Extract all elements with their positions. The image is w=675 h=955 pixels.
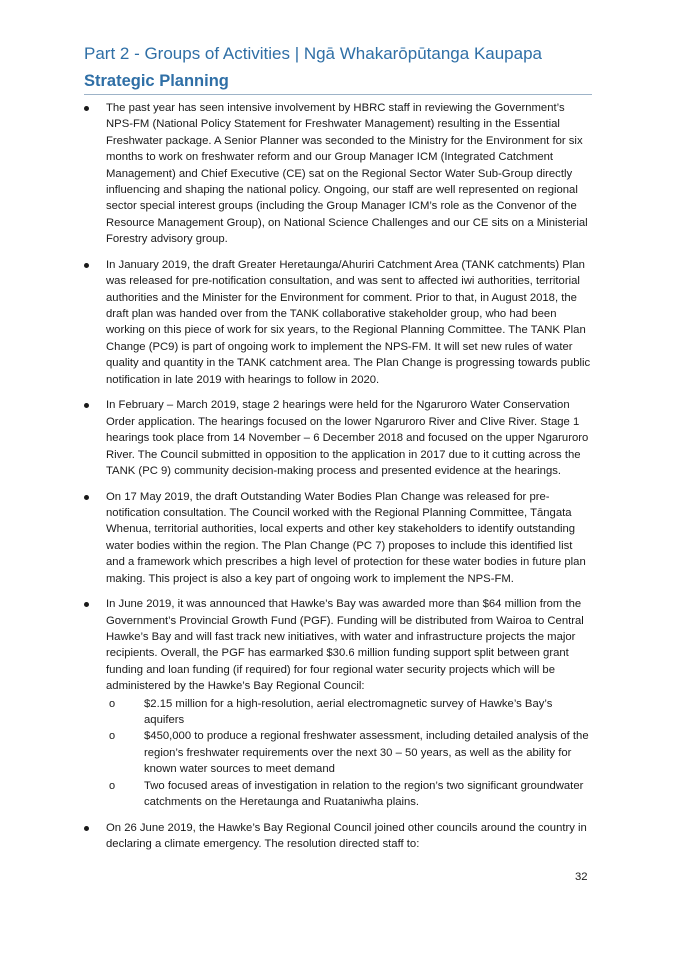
list-item-text: In June 2019, it was announced that Hawke’s Bay was awarded more than $64 million from the Government’s Provincial Growth Fund (PGF). Funding will be distributed from Wairoa to Central Hawke’s Bay and will fast track new initiatives, with water and infrastructure projects the major recipients. Overall, the PGF has earmarked $30.6 million funding support split between grant funding and loan funding (if required) for four regional water security projects which will be administered by the Hawke’s Bay Regional Council:	[106, 598, 584, 693]
bullet-icon	[84, 403, 89, 408]
bullet-icon	[84, 826, 89, 831]
page-title: Strategic Planning	[84, 72, 229, 90]
bullet-icon	[84, 495, 89, 500]
list-item	[84, 100, 594, 248]
list-item	[84, 820, 594, 853]
page-number: 32	[575, 871, 588, 883]
list-item-text: In January 2019, the draft Greater Heretaunga/Ahuriri Catchment Area (TANK catchments) Plan was released for pre-notification consultation, and was sent to affected iwi authorities, territorial authorities and the Minister for the Environment for comment. Prior to that, in August 2018, the draft plan was handed over from the TANK collaborative stakeholder group, who had been working on this piece of work for six years, to the Regional Planning Committee. The TANK Plan Change (PC9) is part of ongoing work to implement the NPS-FM. It will set new rules of water quality and quantity in the TANK catchment area. The Plan Change is progressing towards public notification in late 2019 with hearings to follow in 2020.	[106, 258, 591, 386]
list-item-text: The past year has seen intensive involvement by HBRC staff in reviewing the Government’s NPS-FM (National Policy Statement for Freshwater Management) resulting in the Essential Freshwater package. A Senior Planner was seconded to the Ministry for the Environment for six months to work on freshwater reform and our Group Manager ICM (Integrated Catchment Management) and Chief Executive (CE) sat on the Regional Sector Water Sub-Group directly influencing and shaping the national policy. Ongoing, our staff are well represented on regional sector special interest groups (including the Group Manager ICM’s role as the Convenor of the Resource Management Group), on National Science Challenges and our CE sits on a Ministerial Forestry advisory group.	[106, 102, 588, 246]
list-item-text: In February – March 2019, stage 2 hearings were held for the Ngaruroro Water Conservation Order application. The hearings focused on the lower Ngaruroro River and Clive River. Stage 1 hearings took place from 14 November – 6 December 2018 and focused on the upper Ngaruroro River. The Council submitted in opposition to the application in 2017 due to it cutting across the TANK (PC 9) community decision-making process and presented evidence at the hearings.	[106, 399, 589, 477]
list-item	[84, 596, 594, 810]
sub-bullet-list	[106, 696, 594, 811]
list-item-text: On 17 May 2019, the draft Outstanding Water Bodies Plan Change was released for pre-notification consultation. The Council worked with the Regional Planning Committee, Tāngata Whenua, territorial authorities, local experts and other key stakeholders to identify outstanding water bodies within the region. The Plan Change (PC 7) proposes to include this identified list and a framework which prescribes a high level of protection for these water bodies in future plan making. This project is also a key part of ongoing work to implement the NPS-FM.	[106, 490, 586, 585]
list-item-text: On 26 June 2019, the Hawke’s Bay Regional Council joined other councils around the country in declaring a climate emergency. The resolution directed staff to:	[106, 821, 587, 850]
circle-bullet-icon: o	[109, 730, 116, 743]
heading-divider	[84, 94, 592, 95]
bullet-icon	[84, 106, 89, 111]
list-item	[84, 397, 594, 479]
sub-list-item-text: $2.15 million for a high-resolution, aerial electromagnetic survey of Hawke’s Bay’s aquifers	[144, 697, 553, 726]
bullet-icon	[84, 263, 89, 268]
sub-list-item	[106, 728, 594, 777]
circle-bullet-icon: o	[109, 697, 116, 710]
list-item	[84, 489, 594, 587]
sub-list-item-text: Two focused areas of investigation in relation to the region’s two significant groundwater catchments on the Heretaunga and Ruataniwha plains.	[144, 779, 584, 808]
bullet-list	[84, 100, 594, 862]
circle-bullet-icon: o	[109, 779, 116, 792]
list-item	[84, 257, 594, 388]
sub-list-item-text: $450,000 to produce a regional freshwater assessment, including detailed analysis of the region’s freshwater requirements over the next 30 – 50 years, as well as the ability for known water sources to meet demand	[144, 730, 589, 776]
sub-list-item	[106, 696, 594, 729]
sub-list-item	[106, 778, 594, 811]
bullet-icon	[84, 602, 89, 607]
section-header: Part 2 - Groups of Activities | Ngā Whakarōpūtanga Kaupapa	[84, 44, 543, 63]
